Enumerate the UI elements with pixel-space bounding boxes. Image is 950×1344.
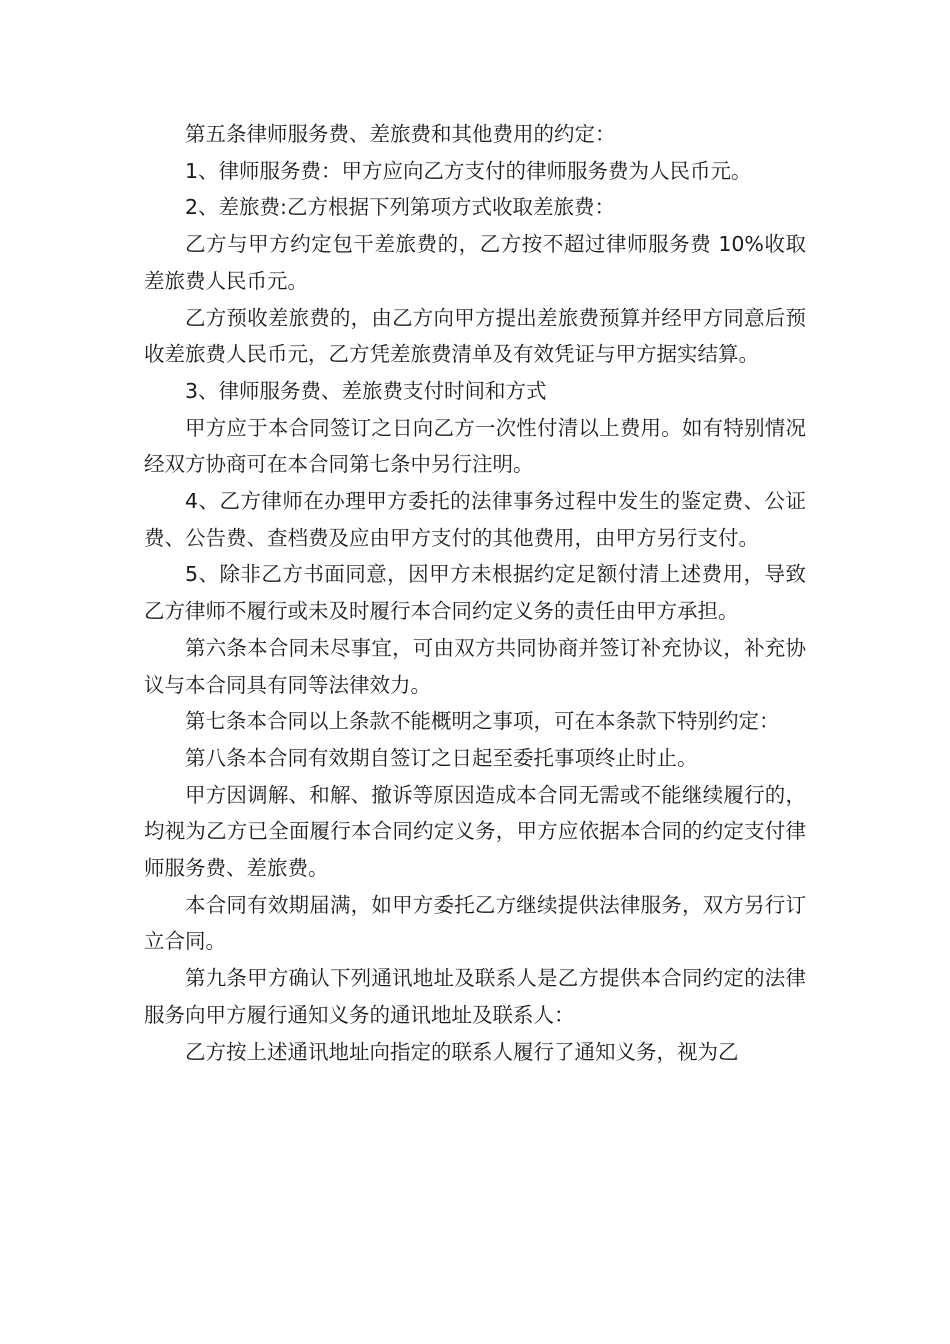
paragraph-article-9: 第九条甲方确认下列通讯地址及联系人是乙方提供本合同约定的法律服务向甲方履行通知义务的通讯地址及联系人：	[144, 966, 806, 1027]
paragraph-article-8: 第八条本合同有效期自签订之日起至委托事项终止时止。	[185, 745, 698, 770]
paragraph-article-5-title: 第五条律师服务费、差旅费和其他费用的约定：	[185, 122, 616, 146]
paragraph-expiry: 本合同有效期届满，如甲方委托乙方继续提供法律服务，双方另行订立合同。	[144, 892, 806, 954]
paragraph-article-7: 第七条本合同以上条款不能概明之事项，可在本条款下特别约定：	[185, 709, 780, 734]
paragraph-travel-fee: 2、差旅费:乙方根据下列第项方式收取差旅费：	[185, 195, 615, 220]
paragraph-early-termination: 甲方因调解、和解、撤诉等原因造成本合同无需或不能继续履行的，均视为乙方已全面履行本合同约定义务，甲方应依据本合同的约定支付律师服务费、差旅费。	[144, 782, 806, 881]
document-body	[144, 116, 806, 1070]
paragraph-nonpayment-liability: 5、除非乙方书面同意，因甲方未根据约定足额付清上述费用，导致乙方律师不履行或未及时履行本合同约定义务的责任由甲方承担。	[144, 562, 806, 624]
paragraph-article-6: 第六条本合同未尽事宜，可由双方共同协商并签订补充协议，补充协议与本合同具有同等法律效力。	[144, 635, 806, 697]
paragraph-travel-fee-prepaid: 乙方预收差旅费的，由乙方向甲方提出差旅费预算并经甲方同意后预收差旅费人民币元，乙方凭差旅费清单及有效凭证与甲方据实结算。	[144, 305, 806, 367]
paragraph-payment-method: 甲方应于本合同签订之日向乙方一次性付清以上费用。如有特别情况经双方协商可在本合同第七条中另行注明。	[144, 415, 806, 477]
paragraph-payment-method-title: 3、律师服务费、差旅费支付时间和方式	[185, 378, 547, 403]
paragraph-other-fees: 4、乙方律师在办理甲方委托的法律事务过程中发生的鉴定费、公证费、公告费、查档费及应由甲方支付的其他费用，由甲方另行支付。	[144, 489, 806, 550]
paragraph-travel-fee-lump-sum: 乙方与甲方约定包干差旅费的，乙方按不超过律师服务费 10%收取差旅费人民币元。	[144, 232, 806, 293]
paragraph-lawyer-fee: 1、律师服务费：甲方应向乙方支付的律师服务费为人民币元。	[185, 158, 752, 183]
paragraph-notification: 乙方按上述通讯地址向指定的联系人履行了通知义务，视为乙	[185, 1039, 739, 1064]
